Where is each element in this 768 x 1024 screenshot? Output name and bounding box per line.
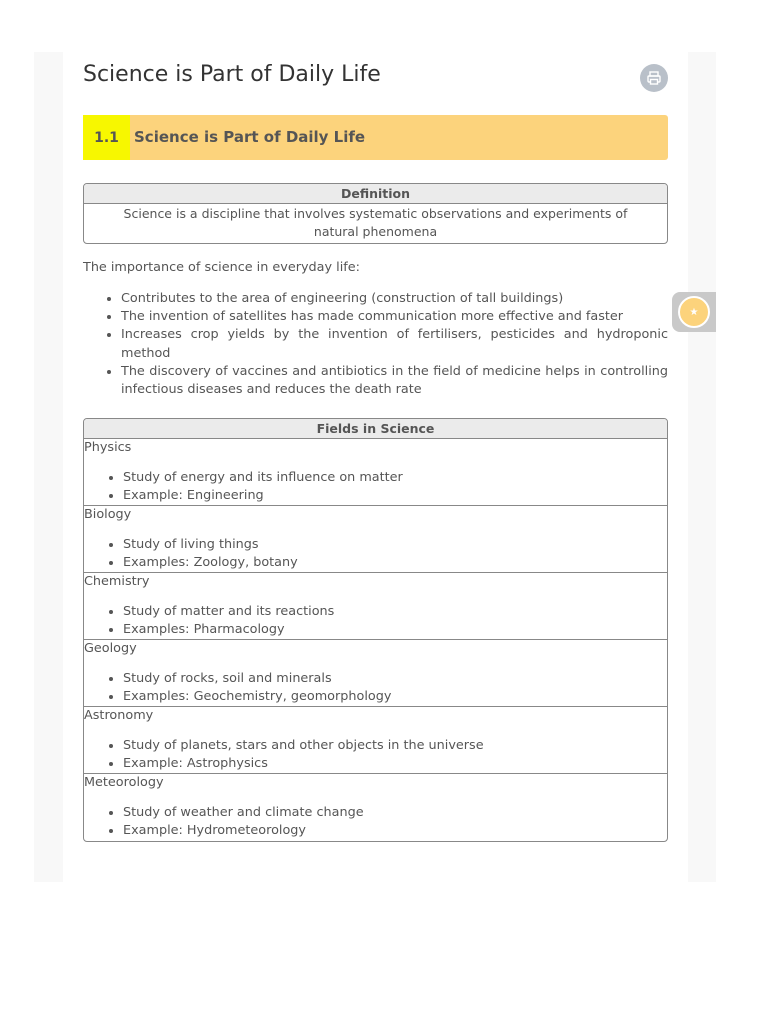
field-points [84,670,391,706]
field-row-astronomy [84,707,667,774]
list-item: • Study of energy and its influence on matter [123,469,403,487]
field-name: Biology [84,507,132,522]
field-name: Meteorology [84,775,164,790]
list-item: • Example: Hydrometeorology [123,822,364,840]
list-item: • The invention of satellites has made communication more effective and faster [121,308,668,326]
field-points [84,804,364,840]
field-name: Geology [84,641,137,656]
list-item: • Examples: Geochemistry, geomorphology [123,688,391,706]
list-item: • Study of living things [123,536,298,554]
field-points [84,737,484,773]
fields-table [83,418,668,842]
list-item: • Study of weather and climate change [123,804,364,822]
section-header [83,115,668,160]
list-item: • Example: Engineering [123,487,403,505]
section-title: Science is Part of Daily Life [134,128,366,146]
field-row-chemistry [84,573,667,640]
list-item: • Increases crop yields by the invention of fertilisers, pesticides and hydroponic method [121,326,668,362]
field-row-geology [84,640,667,707]
list-item: • Example: Astrophysics [123,755,484,773]
page-title: Science is Part of Daily Life [83,62,381,87]
field-name: Chemistry [84,574,150,589]
printer-icon [646,70,662,86]
list-item: • Study of planets, stars and other objects in the universe [123,737,484,755]
side-floating-tab[interactable] [672,292,716,332]
list-item: • Study of matter and its reactions [123,603,334,621]
field-row-meteorology [84,774,667,841]
field-points [84,536,298,572]
importance-intro: The importance of science in everyday life: [83,260,360,275]
fields-header: Fields in Science [84,419,667,439]
field-points [84,603,334,639]
star-icon: ★ [678,296,710,328]
list-item: • The discovery of vaccines and antibiotics in the field of medicine helps in controlling infectious diseases and reduces the death rate [121,363,668,399]
section-number: 1.1 [83,115,130,160]
list-item: • Contributes to the area of engineering (construction of tall buildings) [121,290,668,308]
field-row-biology [84,506,667,573]
definition-box [83,183,668,244]
print-button[interactable] [640,64,668,92]
list-item: • Examples: Zoology, botany [123,554,298,572]
field-name: Physics [84,440,132,455]
list-item: • Examples: Pharmacology [123,621,334,639]
list-item: • Study of rocks, soil and minerals [123,670,391,688]
importance-list [83,290,668,399]
definition-text: Science is a discipline that involves systematic observations and experiments of natural phenomena [123,206,628,239]
field-name: Astronomy [84,708,154,723]
field-points [84,469,403,505]
field-row-physics [84,439,667,506]
definition-header: Definition [84,184,667,204]
